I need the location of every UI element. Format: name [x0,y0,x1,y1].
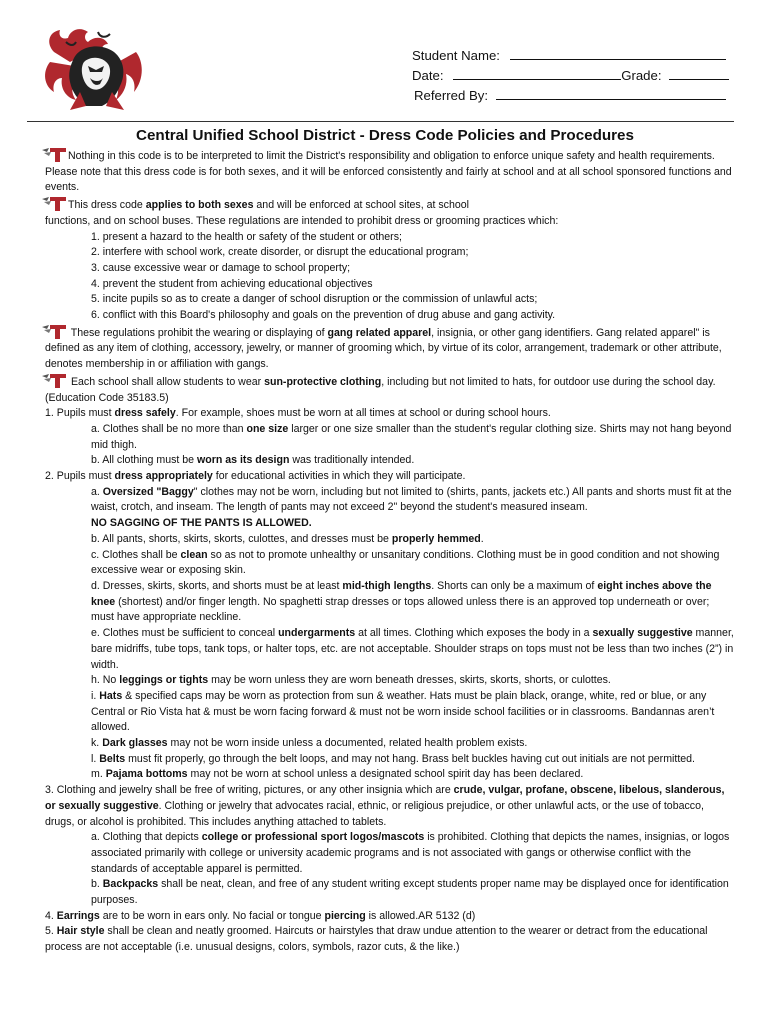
text-span: are to be worn in ears only. No facial or tongue [99,909,325,922]
t-logo-icon [41,324,67,339]
text-span: e. Clothes must be sufficient to conceal [91,627,279,640]
text-span: 2. Pupils must [45,470,115,483]
text-span: . Shorts can only be a maximum of [431,579,598,592]
text-span: d. Dresses, skirts, skorts, and shorts must be at least [91,579,343,592]
t-logo-icon [41,196,67,211]
rule-3a [45,830,735,877]
text-span: dress appropriately [114,470,213,483]
text-span: properly hemmed [391,532,481,545]
text-span: , including but not limited to hats, for outdoor use during the school day. (Education Code 35183.5) [45,375,716,404]
text-span: leggings or tights [119,674,209,687]
rule-1a [45,422,735,453]
referred-by-label: Referred By: [414,88,489,103]
rule-2a-sagging [45,516,735,532]
list-item: 3. cause excessive wear or damage to school property; [91,261,351,274]
text-span: at all times. Clothing which exposes the body in a [355,627,593,640]
header-divider [27,121,734,122]
text-span: sexually suggestive [592,627,693,640]
text-span: Belts [99,752,126,765]
text-span: Pajama bottoms [105,768,188,781]
text-span: must fit properly, go through the belt loops, and may not hang. Brass belt buckles having cut out initials are not permitted. [125,752,695,765]
text-span: a. Clothing that depicts [91,831,202,844]
text-span: l. [91,752,100,765]
text-span: These regulations prohibit the wearing or displaying of [68,326,328,339]
text-span: manner, bare midriffs, tube tops, tank tops, or halter tops, etc. are not acceptable. Shoulder straps on tops must not be less than two inches (2”) in width. [91,627,734,671]
t-logo-icon [41,147,67,162]
text-span: gang related apparel [327,326,432,339]
text-span: piercing [324,909,366,922]
text-span: Each school shall allow students to wear [68,375,265,388]
text-span: eight inches above the knee [91,579,712,608]
rule-2d [45,579,735,626]
text-span: m. [91,768,106,781]
text-span: sun-protective clothing [264,375,382,388]
text-span: and will be enforced at school sites, at school [253,199,469,212]
text-span: undergarments [278,627,356,640]
text-span: Hats [99,689,123,702]
text-span: b. [91,878,103,891]
rule-1b [45,453,735,469]
text-span: 4. [45,909,57,922]
rule-2b [45,532,735,548]
text-span: may be worn unless they are worn beneath dresses, skirts, skorts, shorts, or culottes. [208,674,611,687]
text-span: . For example, shoes must be worn at all times at school or during school hours. [175,407,551,420]
text-span: is prohibited. Clothing that depicts the names, insignias, or logos associated primarily with college or university academic programs and is not associated with gangs or otherwise conflict with the standards of acceptable apparel is permitted. [91,831,730,875]
referred-by-row [412,86,732,106]
student-name-field[interactable] [510,46,726,60]
rule-2c [45,548,735,579]
student-info-fields [412,46,732,106]
referred-by-field[interactable] [496,86,726,100]
text-span: NO SAGGING OF THE PANTS IS ALLOWED. [91,517,312,530]
text-span: Oversized "Baggy [102,485,194,498]
rule-3 [45,783,735,830]
grade-label: Grade: [621,68,662,83]
text-span: . Clothing or jewelry that advocates racial, ethnic, or religious prejudice, or other unlawful acts, or the use of tobacco, drugs, or alcohol is prohibited. This includes anything attached to tablets. [45,799,704,828]
text-span: clean [180,548,208,561]
text-span: dress safely [114,407,176,420]
rule-2m [45,767,735,783]
document-title: Central Unified School District - Dress Code Policies and Procedures [136,127,634,144]
rule-1 [45,406,735,422]
rule-2h [45,673,735,689]
text-span: k. [91,737,103,750]
rule-2l [45,752,735,768]
text-span: Hair style [56,925,105,938]
text-span: Nothing in this code is to be interpreted to limit the District's responsibility and obligation to enforce unique safety and health requirements. Please note that this dress code is for both sexes, and it will be enforced consistently and fairly at school and at all school sponsored functions and events. [45,150,732,194]
text-span: & specified caps may be worn as protection from sun & weather. Hats must be plain black, orange, white, red or blue, or any Central or Rio Vista hat & must be worn facing forward & must not be worn inside school facilities or in classrooms. Bandannas aren’t allowed. [91,689,715,734]
text-span: a. Clothes shall be no more than [91,422,247,435]
text-span: is allowed.AR 5132 (d) [365,909,476,922]
text-span: 3. Clothing and jewelry shall be free of writing, pictures, or any other insignia which are [45,784,454,797]
text-span: b. All clothing must be [91,454,197,467]
mascot-logo-icon [40,22,152,114]
rule-2k [45,736,735,752]
text-span: one size [246,422,289,435]
text-span: so as not to promote unhealthy or unsanitary conditions. Clothing must be in good condition and not showing excessive wear or exposing skin. [91,548,720,577]
text-span: worn as its design [197,454,290,467]
intro-paragraph-2 [45,196,735,214]
text-span: shall be clean and neatly groomed. Haircuts or hairstyles that draw undue attention to the wearer or detract from the educational process are not acceptable (i.e. unusual designs, colors, symbols, razor cuts, & the like.) [45,925,708,954]
text-span: may not be worn inside unless a documented, related health problem exists. [167,737,528,750]
text-span: " clothes may not be worn, including but not limited to (shirts, pants, jackets etc.) All pants and shorts must fit at the waist, crotch, and inseam. The length of pants may not exceed 2" beyond the student's measured inseam. [91,485,732,514]
text-span: Backpacks [102,878,159,891]
text-span: applies to both sexes [145,199,254,212]
date-field[interactable] [453,66,621,80]
rule-2a [45,485,735,516]
text-span: may not be worn at school unless a designated school spirit day has been declared. [187,768,584,781]
rule-2i [45,689,735,736]
prohibited-practices-list [45,230,735,324]
student-name-label: Student Name: [412,48,500,63]
student-name-row [412,46,732,66]
date-grade-row [412,66,732,86]
text-span: Earrings [56,909,100,922]
text-span: Dark glasses [102,737,168,750]
gang-apparel-paragraph [45,324,735,373]
text-span: for educational activities in which they will participate. [212,470,466,483]
list-item: 4. prevent the student from achieving educational objectives [91,277,373,290]
policy-body [45,147,735,956]
intro-paragraph-2-cont: functions, and on school buses. These regulations are intended to prohibit dress or grooming practices which: [45,214,559,227]
list-item: 6. conflict with this Board's philosophy and goals on the prevention of drug abuse and gang activity. [91,309,556,322]
text-span: 1. Pupils must [45,407,115,420]
intro-paragraph-1 [45,147,735,196]
list-item: 2. interfere with school work, create disorder, or disrupt the educational program; [91,246,469,259]
text-span: college or professional sport logos/mascots [201,831,425,844]
grade-field[interactable] [669,66,729,80]
rule-3b [45,877,735,908]
t-logo-icon [41,373,67,388]
list-item: 1. present a hazard to the health or safety of the student or others; [91,230,402,243]
text-span: mid-thigh lengths [342,579,432,592]
text-span: larger or one size smaller than the student's regular clothing size. Shirts may not hang beyond mid thigh. [91,422,732,451]
text-span: b. All pants, shorts, skirts, skorts, culottes, and dresses must be [91,532,392,545]
text-span: crude, vulgar, profane, obscene, libelous, slanderous, or sexually suggestive [45,784,725,812]
text-span: a. [91,485,103,498]
rule-4 [45,909,735,925]
text-span: was traditionally intended. [289,454,415,467]
text-span: . [480,532,484,545]
text-span: c. Clothes shall be [91,548,181,561]
rule-2e [45,626,735,673]
rule-5 [45,924,735,955]
date-label: Date: [412,68,444,83]
text-span: , insignia, or other gang identifiers. Gang related apparel" is defined as any item of clothing, accessory, jewelry, or manner of grooming which, by virtue of its color, arrangement, trademark or other attribute, denotes membership in or affiliation with gangs. [45,326,722,371]
list-item: 5. incite pupils so as to create a danger of school disruption or the commission of unlawful acts; [91,293,538,306]
text-span: shall be neat, clean, and free of any student writing except students proper name may be displayed once for identification purposes. [91,878,729,907]
rule-2 [45,469,735,485]
text-span: This dress code [68,199,146,212]
text-span: i. [91,689,100,702]
text-span: h. No [91,674,120,687]
text-span: 5. [45,925,57,938]
text-span: (shortest) and/or finger length. No spaghetti strap dresses or tops allowed unless there is an approved top underneath or over; must have appropriate neckline. [91,595,710,624]
sun-protective-paragraph [45,373,735,406]
